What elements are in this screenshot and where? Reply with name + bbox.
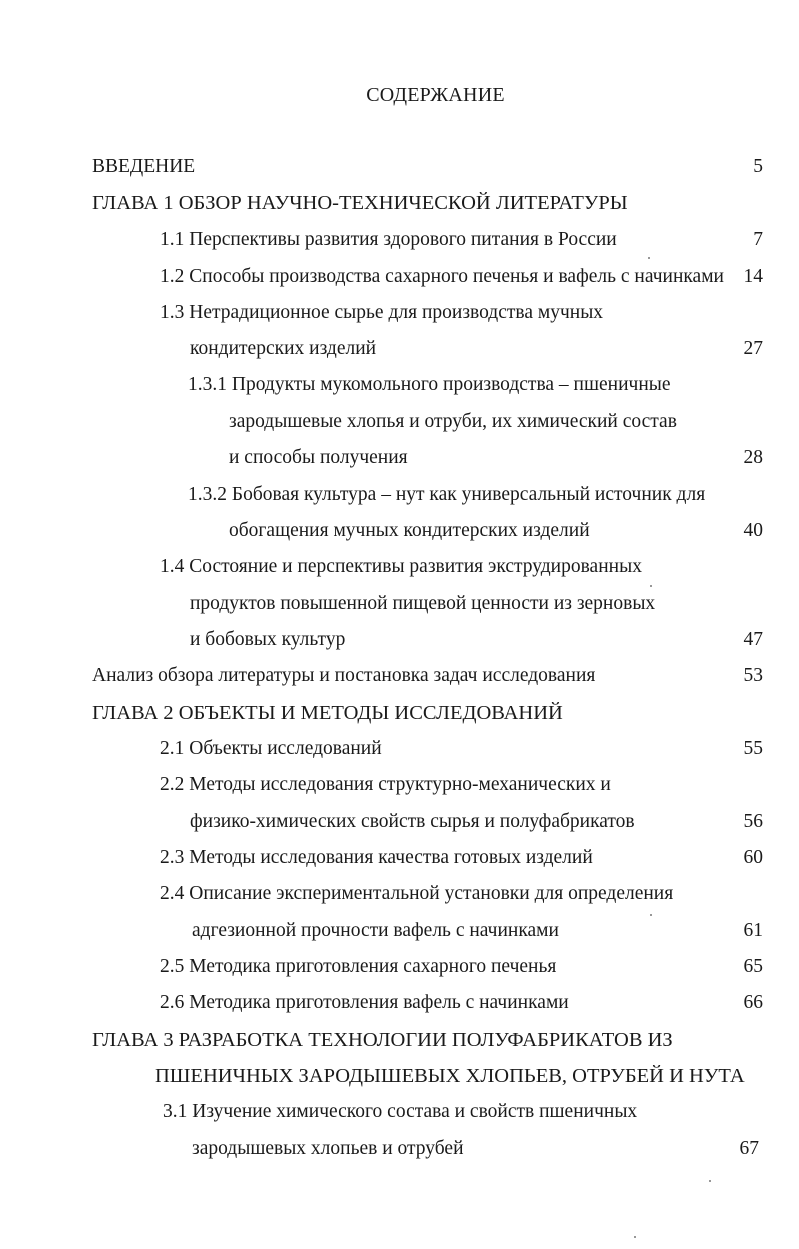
toc-entry-1-2: 1.2 Способы производства сахарного печенья и вафель с начинками xyxy=(160,266,724,287)
toc-page-number: 60 xyxy=(743,847,763,868)
toc-entry-1-3-1-cont: зародышевые хлопья и отруби, их химический состав xyxy=(229,411,677,432)
toc-page-number: 56 xyxy=(743,811,763,832)
toc-entry-2-6: 2.6 Методика приготовления вафель с начинками xyxy=(160,992,569,1013)
toc-entry-analysis: Анализ обзора литературы и постановка задач исследования xyxy=(92,665,596,686)
toc-page-number: 53 xyxy=(743,665,763,686)
toc-entry-2-1: 2.1 Объекты исследований xyxy=(160,738,382,759)
toc-entry-2-3: 2.3 Методы исследования качества готовых изделий xyxy=(160,847,593,868)
toc-chapter-3: ГЛАВА 3 РАЗРАБОТКА ТЕХНОЛОГИИ ПОЛУФАБРИКАТОВ ИЗ xyxy=(92,1029,673,1051)
toc-entry-2-2-cont: физико-химических свойств сырья и полуфабрикатов xyxy=(190,811,635,832)
toc-chapter-3-cont: ПШЕНИЧНЫХ ЗАРОДЫШЕВЫХ ХЛОПЬЕВ, ОТРУБЕЙ И НУТА xyxy=(155,1065,745,1087)
toc-page-number: 66 xyxy=(743,992,763,1013)
toc-entry-1-3: 1.3 Нетрадиционное сырье для производства мучных xyxy=(160,302,604,323)
scan-speck xyxy=(650,914,652,916)
toc-chapter-1: ГЛАВА 1 ОБЗОР НАУЧНО-ТЕХНИЧЕСКОЙ ЛИТЕРАТУРЫ xyxy=(92,192,628,214)
toc-entry-1-1: 1.1 Перспективы развития здорового питания в России xyxy=(160,229,617,250)
toc-entry-introduction: ВВЕДЕНИЕ xyxy=(92,156,196,177)
toc-page-number: 65 xyxy=(743,956,763,977)
toc-page-number: 47 xyxy=(743,629,763,650)
toc-entry-1-4: 1.4 Состояние и перспективы развития экструдированных xyxy=(160,556,642,577)
toc-page-number: 28 xyxy=(743,447,763,468)
toc-entry-3-1-cont: зародышевых хлопьев и отрубей xyxy=(192,1138,464,1159)
toc-page-number: 55 xyxy=(743,738,763,759)
toc-page-number: 27 xyxy=(743,338,763,359)
toc-entry-2-4-cont: адгезионной прочности вафель с начинками xyxy=(192,920,559,941)
toc-chapter-2: ГЛАВА 2 ОБЪЕКТЫ И МЕТОДЫ ИССЛЕДОВАНИЙ xyxy=(92,702,563,724)
scan-speck xyxy=(648,257,650,259)
toc-page-number: 61 xyxy=(743,920,763,941)
page-title: СОДЕРЖАНИЕ xyxy=(366,84,505,106)
toc-page-number: 7 xyxy=(753,229,763,250)
toc-entry-2-4: 2.4 Описание экспериментальной установки для определения xyxy=(160,883,674,904)
toc-entry-1-3-2: 1.3.2 Бобовая культура – нут как универсальный источник для xyxy=(188,484,706,505)
toc-page-number: 5 xyxy=(753,156,763,177)
scan-speck xyxy=(709,1180,711,1182)
toc-entry-1-3-2-cont: обогащения мучных кондитерских изделий xyxy=(229,520,590,541)
toc-page-number: 67 xyxy=(739,1138,759,1159)
toc-entry-2-2: 2.2 Методы исследования структурно-механических и xyxy=(160,774,611,795)
toc-entry-2-5: 2.5 Методика приготовления сахарного печенья xyxy=(160,956,557,977)
toc-entry-1-4-cont: продуктов повышенной пищевой ценности из зерновых xyxy=(190,593,656,614)
toc-entry-3-1: 3.1 Изучение химического состава и свойств пшеничных xyxy=(163,1101,638,1122)
toc-page-number: 14 xyxy=(743,266,763,287)
toc-entry-1-3-1-cont: и способы получения xyxy=(229,447,408,468)
scan-speck xyxy=(650,585,652,587)
toc-page-number: 40 xyxy=(743,520,763,541)
toc-entry-1-4-cont: и бобовых культур xyxy=(190,629,346,650)
scan-speck xyxy=(634,1236,636,1238)
toc-entry-1-3-cont: кондитерских изделий xyxy=(190,338,377,359)
toc-entry-1-3-1: 1.3.1 Продукты мукомольного производства – пшеничные xyxy=(188,374,671,395)
